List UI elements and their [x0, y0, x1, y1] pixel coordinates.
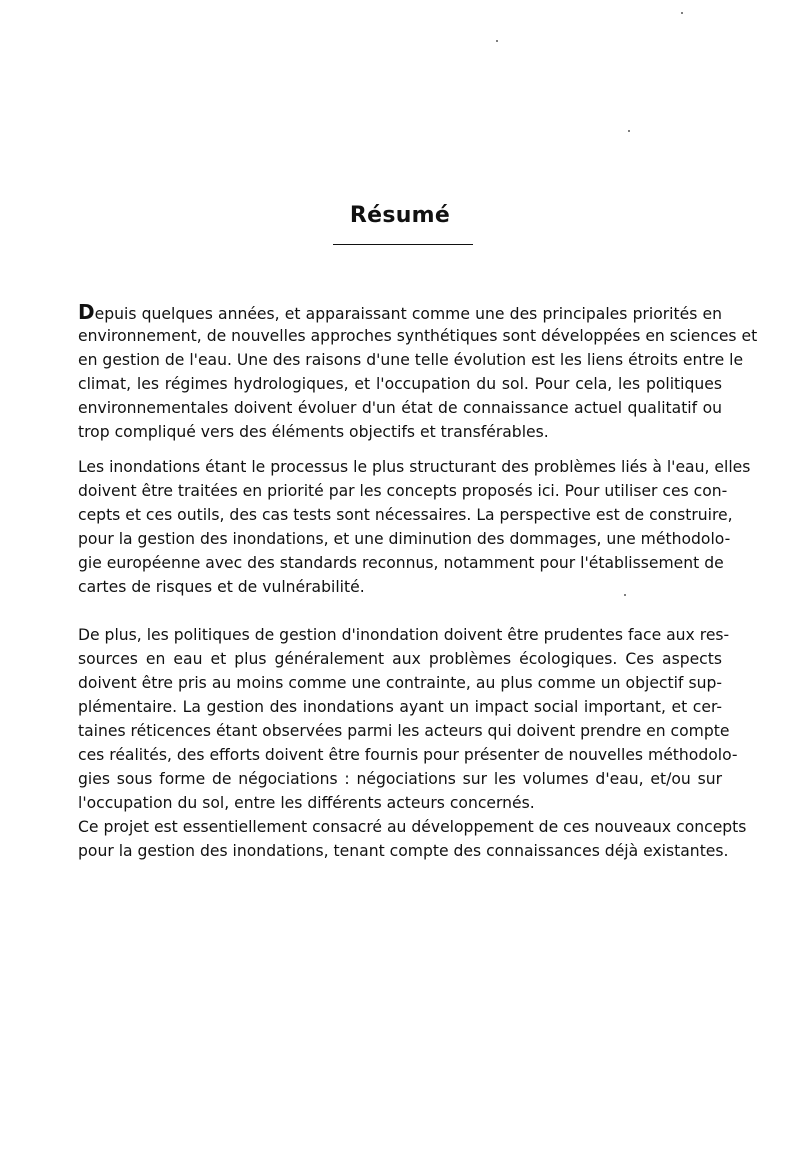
scan-speck	[628, 130, 630, 132]
paragraph-2	[78, 455, 751, 599]
scan-speck	[496, 40, 498, 42]
text-line: plémentaire. La gestion des inondations ayant un impact social important, et cer-	[78, 698, 722, 716]
text-line: Depuis quelques années, et apparaissant comme une des principales priorités en	[78, 300, 722, 324]
text-line: taines réticences étant observées parmi les acteurs qui doivent prendre en compte	[78, 722, 730, 740]
text-line: Les inondations étant le processus le plus structurant des problèmes liés à l'eau, elles	[78, 458, 751, 476]
text-line: trop compliqué vers des éléments objectifs et transférables.	[78, 423, 549, 441]
text-line: pour la gestion des inondations, tenant compte des connaissances déjà existantes.	[78, 842, 729, 860]
page-title: Résumé	[349, 203, 451, 228]
text-line: ces réalités, des efforts doivent être fournis pour présenter de nouvelles méthodolo-	[78, 746, 738, 764]
text-line: l'occupation du sol, entre les différents acteurs concernés.	[78, 794, 535, 812]
text-line: environnementales doivent évoluer d'un état de connaissance actuel qualitatif ou	[78, 399, 722, 417]
text-line: Ce projet est essentiellement consacré au développement de ces nouveaux concepts	[78, 818, 747, 836]
text-line: sources en eau et plus généralement aux problèmes écologiques. Ces aspects	[78, 650, 722, 668]
drop-letter: D	[78, 300, 95, 324]
text-line: gie européenne avec des standards reconnus, notamment pour l'établissement de	[78, 554, 724, 572]
scan-speck	[681, 12, 683, 14]
paragraph-3	[78, 623, 738, 815]
text-line: De plus, les politiques de gestion d'inondation doivent être prudentes face aux res-	[78, 626, 730, 644]
paragraph-1	[78, 300, 758, 444]
text-line: doivent être pris au moins comme une contrainte, au plus comme un objectif sup-	[78, 674, 722, 692]
text-line: doivent être traitées en priorité par les concepts proposés ici. Pour utiliser ces con-	[78, 482, 728, 500]
text-line: cartes de risques et de vulnérabilité.	[78, 578, 365, 596]
text-line: climat, les régimes hydrologiques, et l'occupation du sol. Pour cela, les politiques	[78, 375, 722, 393]
text-line: en gestion de l'eau. Une des raisons d'une telle évolution est les liens étroits entre le	[78, 351, 744, 369]
text-line: cepts et ces outils, des cas tests sont nécessaires. La perspective est de construire,	[78, 506, 733, 524]
text-line: gies sous forme de négociations : négociations sur les volumes d'eau, et/ou sur	[78, 770, 722, 788]
title-underline	[333, 244, 473, 245]
text-line: environnement, de nouvelles approches synthétiques sont développées en sciences et	[78, 327, 758, 345]
text-line: pour la gestion des inondations, et une diminution des dommages, une méthodolo-	[78, 530, 731, 548]
paragraph-4	[78, 815, 747, 863]
